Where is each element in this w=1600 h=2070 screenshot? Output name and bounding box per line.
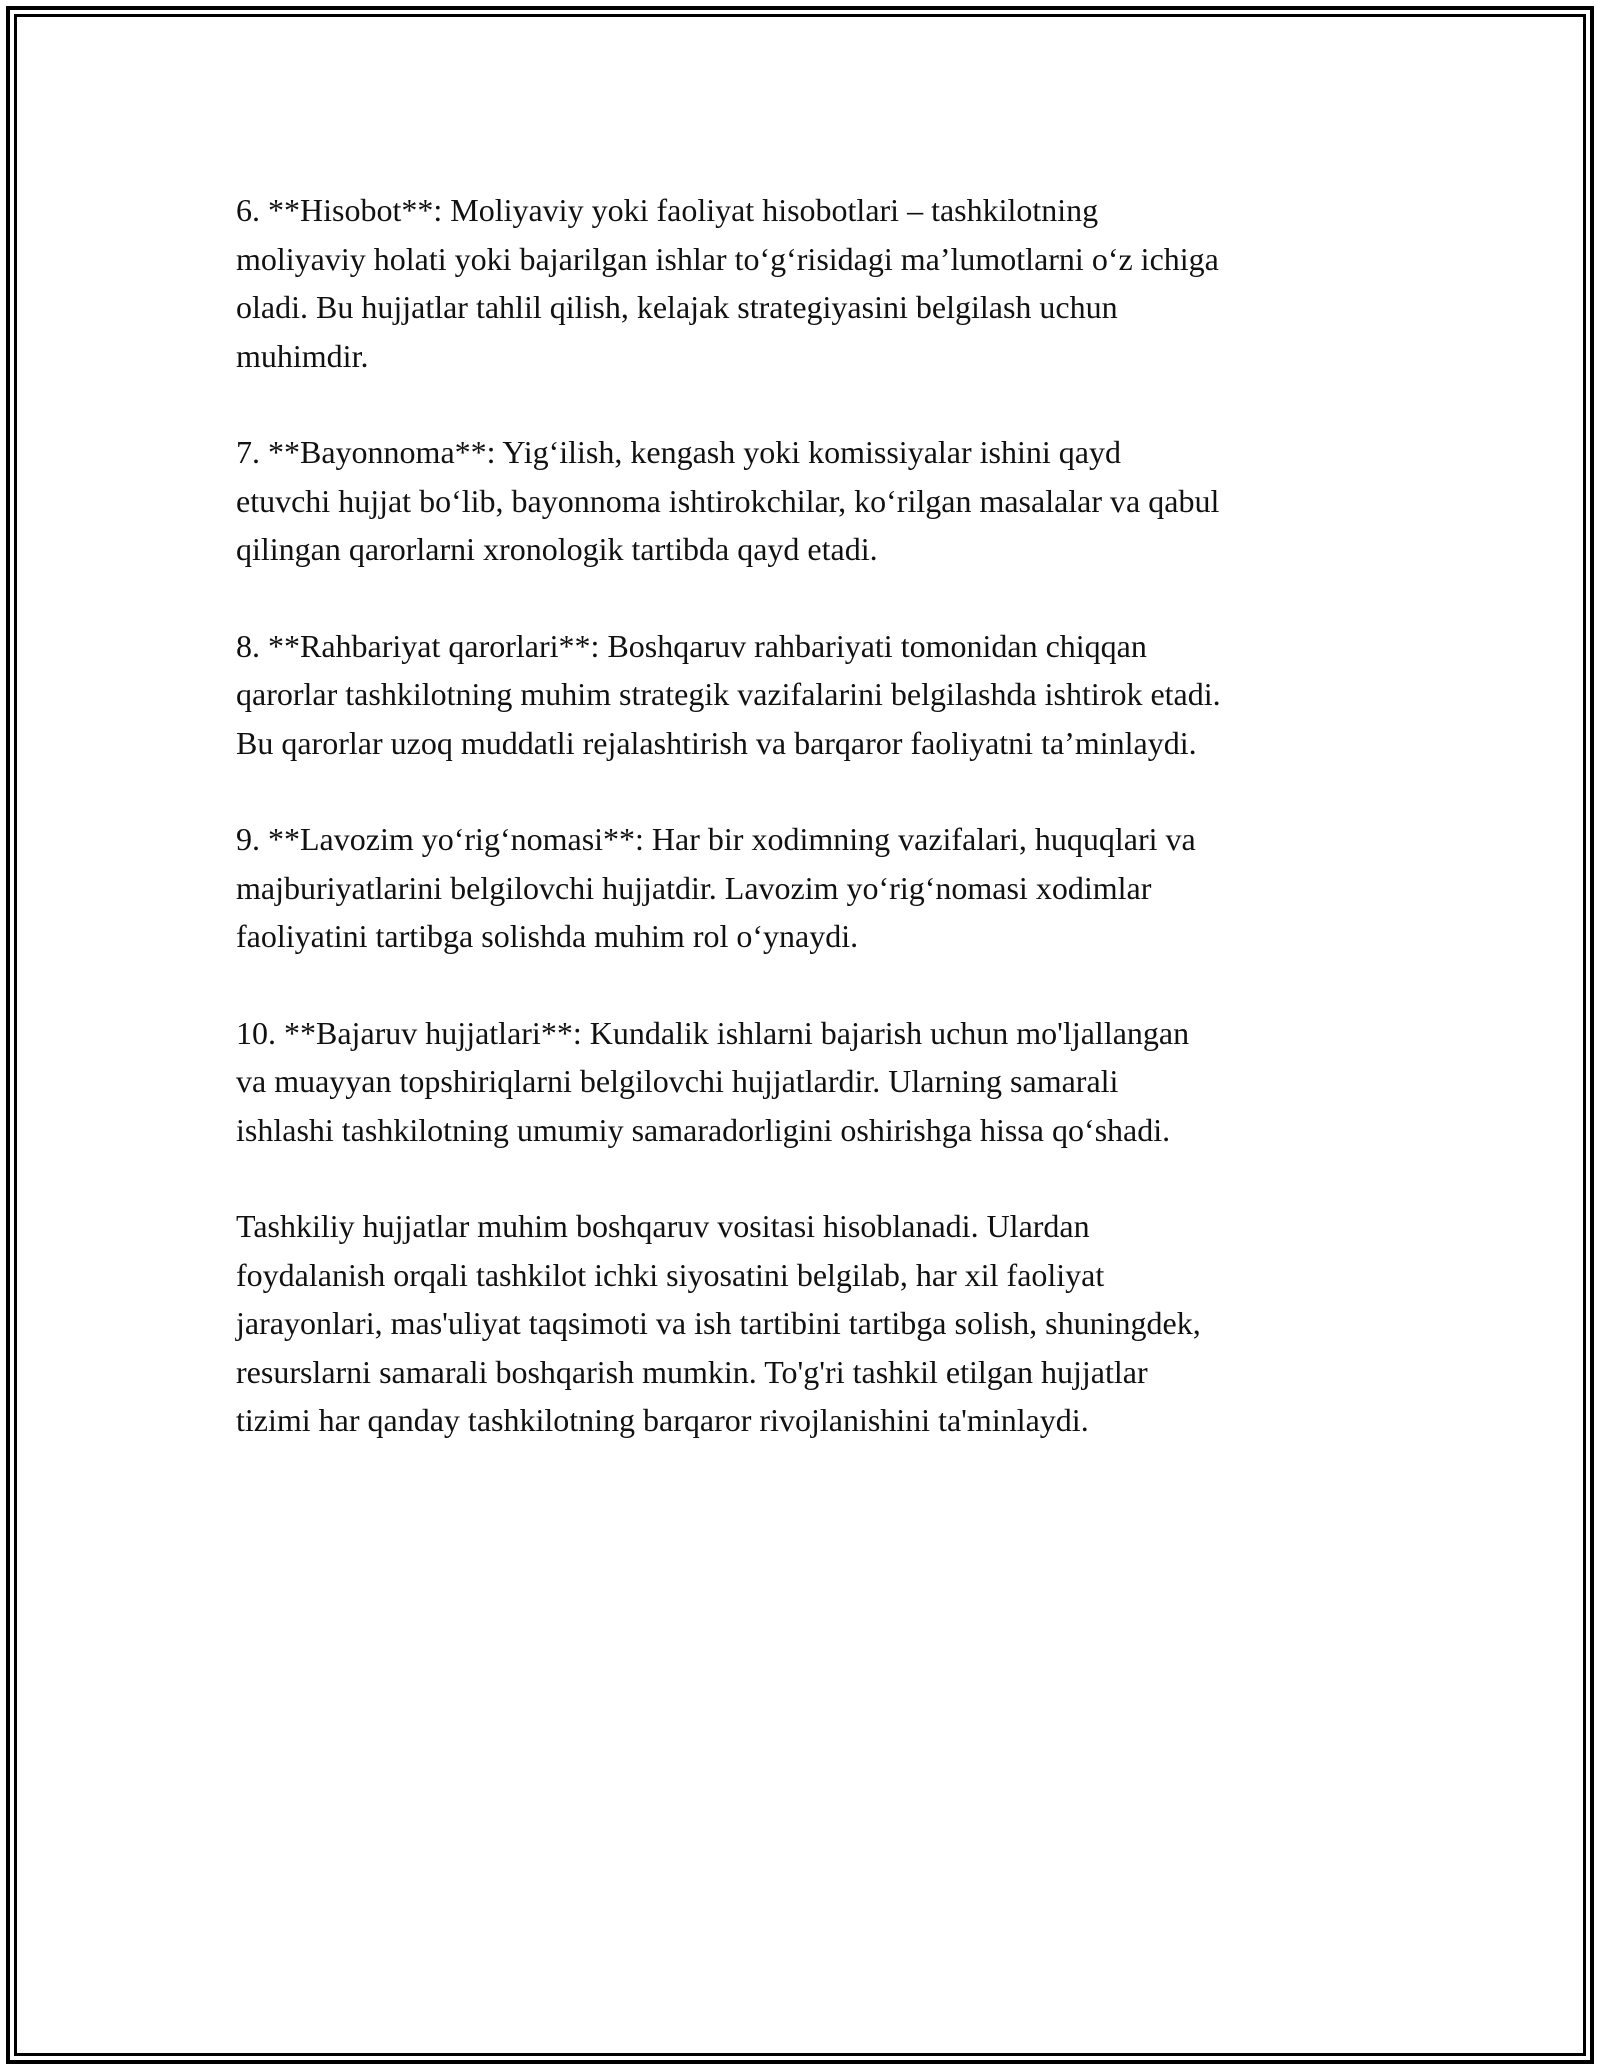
paragraph-rahbariyat-qarorlari (236, 622, 1376, 768)
text-line: oladi. Bu hujjatlar tahlil qilish, kelajak strategiyasini belgilash uchun (236, 289, 1118, 325)
text-line: resurslarni samarali boshqarish mumkin. To'g'ri tashkil etilgan hujjatlar (236, 1353, 1148, 1390)
text-line: 7. **Bayonnoma**: Yig‘ilish, kengash yoki komissiyalar ishini qayd (236, 434, 1121, 470)
paragraph-conclusion (236, 1202, 1376, 1445)
text-line: ishlashi tashkilotning umumiy samaradorligini oshirishga hissa qo‘shadi. (236, 1111, 1171, 1148)
text-line: va muayyan topshiriqlarni belgilovchi hujjatlardir. Ularning samarali (236, 1063, 1119, 1099)
text-line: tizimi har qanday tashkilotning barqaror rivojlanishini ta'minlaydi. (236, 1402, 1089, 1438)
text-line: moliyaviy holati yoki bajarilgan ishlar to‘g‘risidagi ma’lumotlarni o‘z ichiga (236, 240, 1219, 277)
paragraph-lavozim-yorignomasi (236, 815, 1376, 961)
text-line: majburiyatlarini belgilovchi hujjatdir. Lavozim yo‘rig‘nomasi xodimlar (236, 869, 1152, 906)
text-line: muhimdir. (236, 337, 369, 374)
text-line: 9. **Lavozim yo‘rig‘nomasi**: Har bir xodimning vazifalari, huquqlari va (236, 821, 1196, 857)
text-line: etuvchi hujjat bo‘lib, bayonnoma ishtirokchilar, ko‘rilgan masalalar va qabul (236, 482, 1220, 519)
text-line: faoliyatini tartibga solishda muhim rol o‘ynaydi. (236, 918, 859, 954)
document-body (236, 186, 1376, 1493)
text-line: 8. **Rahbariyat qarorlari**: Boshqaruv rahbariyati tomonidan chiqqan (236, 627, 1147, 664)
text-line: foydalanish orqali tashkilot ichki siyosatini belgilab, har xil faoliyat (236, 1256, 1105, 1293)
text-line: qarorlar tashkilotning muhim strategik vazifalarini belgilashda ishtirok etadi. (236, 676, 1221, 712)
text-line: Tashkiliy hujjatlar muhim boshqaruv vositasi hisoblanadi. Ulardan (236, 1208, 1090, 1244)
paragraph-bajaruv-hujjatlari (236, 1009, 1376, 1155)
paragraph-hisobot (236, 186, 1376, 380)
text-line: qilingan qarorlarni xronologik tartibda qayd etadi. (236, 531, 878, 567)
text-line: Bu qarorlar uzoq muddatli rejalashtirish va barqaror faoliyatni ta’minlaydi. (236, 724, 1197, 761)
paragraph-bayonnoma (236, 428, 1376, 574)
text-line: jarayonlari, mas'uliyat taqsimoti va ish tartibini tartibga solish, shuningdek, (236, 1305, 1201, 1341)
text-line: 10. **Bajaruv hujjatlari**: Kundalik ishlarni bajarish uchun mo'ljallangan (236, 1014, 1190, 1051)
text-line: 6. **Hisobot**: Moliyaviy yoki faoliyat hisobotlari – tashkilotning (236, 192, 1099, 228)
